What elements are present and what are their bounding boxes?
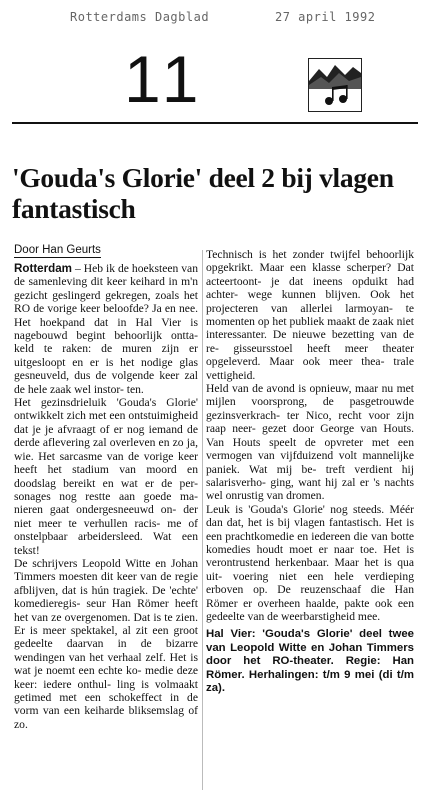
article-paragraph: Technisch is het zonder twijfel behoorlijk opgekrikt. Maar een klasse scherper? Dat acteertoont- je dat ineens opduikt had achter- wege kunnen blijven. Ook het projecteren van allerlei larmoyan- te momenten op het publiek maakt de zaak niet interessanter. De nieuwe bezetting van de re- gisseursstoel heeft meer theater opgeleverd. Maar ook meer thea- trale vettigheid. <box>206 248 414 382</box>
performance-info: Hal Vier: 'Gouda's Glorie' deel twee van Leopold Witte en Johan Timmers door het RO-theater. Regie: Han Römer. Herhalingen: t/m 9 mei (di t/m za). <box>206 628 414 694</box>
article-column-right <box>206 248 414 695</box>
article-column-left <box>14 262 198 731</box>
column-divider <box>202 250 203 790</box>
article-paragraph <box>14 262 198 396</box>
article-paragraph: De schrijvers Leopold Witte en Johan Timmers moesten dit keer van de regie afblijven, dat is hún tragiek. De 'echte' komedieregis- seur Han Römer heeft het van ze overgenomen. Dat is te zien. Er is meer spektakel, al zit een groot gedeelte daarvan in de bizarre wendingen van het verhaal zelf. Het is wat je noemt een echte ko- medie deze keer: iedere onthul- ling is volmaakt getimed met een schokeffect in de vorm van een keiharde bliksemslag of zo. <box>14 556 198 731</box>
newspaper-date-stamp: 27 april 1992 <box>275 10 376 24</box>
page-number: 11 <box>124 42 205 116</box>
newspaper-source-stamp: Rotterdams Dagblad <box>70 10 210 24</box>
article-paragraph: Held van de avond is opnieuw, maar nu met mijlen voorsprong, de pasgetrouwde gezinsverkrach- ter Nico, recht voor zijn raap neer- gezet door George van Houts. Van Houts speelt de opvreter met een vermogen van vijfduizend volt mannelijke paniek. Wat mij be- treft verdient hij salarisverho- ging, want hij zal er 's nachts wel onrustig van dromen. <box>206 382 414 503</box>
article-byline: Door Han Geurts <box>14 244 101 256</box>
page-header <box>12 38 418 128</box>
article-paragraph-text: – Heb ik de hoeksteen van de samenleving dit keer keihard in m'n gezicht geslingerd gekregen, zoals het RO de vorige keer beloofde? Ja en nee. Het hoekpand dat in Hal Vier is nagebouwd begint behoorlijk ontta- keld te raken: de muren zijn er uitgesloopt en er is het nodige glas gesneuveld, dus de volgende keer zal de hele zaak wel instor- ten. <box>14 262 198 396</box>
article-headline: 'Gouda's Glorie' deel 2 bij vlagen fantastisch <box>12 162 394 224</box>
music-notes-landscape-icon <box>308 58 362 112</box>
article-dateline: Rotterdam <box>14 262 72 275</box>
article-paragraph: Het gezinsdrieluik 'Gouda's Glorie' ontwikkelt zich met een ontstuimigheid dat je je afvraagt of er nog iemand de derde aflevering zal overleven en zo ja, wie. Het sarcasme van de vorige keer heeft het stadium van moord en doodslag bereikt en wat er de per- sonages nog restte aan goede ma- nieren gaat ondergesneeuwd on- der niet meer te verhullen racis- me of onstelpbaar arbeidersleed. Wat een tekst! <box>14 396 198 557</box>
header-rule <box>12 122 418 124</box>
article-paragraph: Leuk is 'Gouda's Glorie' nog steeds. Méér dan dat, het is bij vlagen fantastisch. Het is een prachtkomedie en iedereen die van botte komedies houdt moet er naar toe. Het is verontrustend herkenbaar. Maar het is qua uit- voering niet een hele verdieping erboven op. De reuzenschaaf die Han Römer er overheen haalde, pakte ook een gedeelte van de weerbarstigheid mee. <box>206 502 414 623</box>
